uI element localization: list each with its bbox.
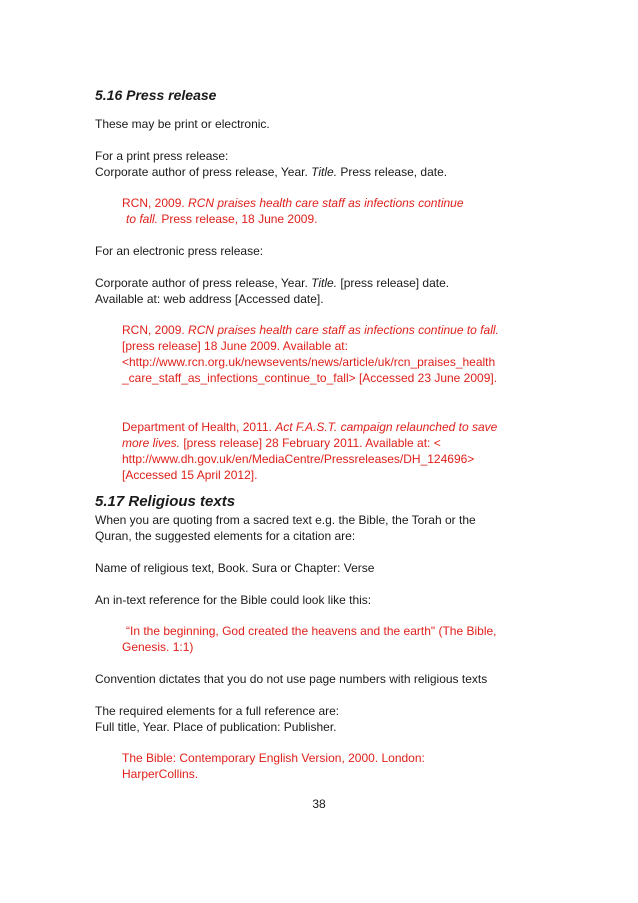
doh-example: Department of Health, 2011. Act F.A.S.T. campaign relaunched to save more lives. [press release] 28 February 2011. Available at: < http://www.dh.gov.uk/en/MediaCentre/Pressreleases/DH_124696> [Accessed 15 April 2012]. [95, 419, 565, 483]
required-elements: The required elements for a full reference are: Full title, Year. Place of publication: Publisher. [95, 704, 340, 734]
electronic-example: RCN, 2009. RCN praises health care staff as infections continue to fall. [press release] 18 June 2009. Available at: <http://www.rcn.org.uk/newsevents/news/article/uk/rcn_praises_health _care_staff_as_infections_continue_to_fall> [Accessed 23 June 2009]. [95, 322, 565, 386]
electronic-format-line2: Available at: web address [Accessed date]. [95, 292, 324, 306]
rcn-link[interactable]: <http://www.rcn.org.uk/newsevents/news/article/uk/rcn_praises_health [122, 355, 496, 369]
electronic-label: For an electronic press release: [95, 244, 264, 258]
print-example: RCN, 2009. RCN praises health care staff as infections continue to fall. Press release, 18 June 2009. [122, 196, 464, 226]
print-format: Corporate author of press release, Year. Title. Press release, date. [95, 165, 448, 179]
heading-press-release: 5.16 Press release [95, 87, 217, 103]
religious-format: Name of religious text, Book. Sura or Chapter: Verse [95, 561, 375, 575]
doh-link[interactable]: http://www.dh.gov.uk/en/MediaCentre/Pressreleases/DH_124696> [122, 452, 475, 466]
bible-quote: “In the beginning, God created the heavens and the earth" (The Bible, Genesis. 1:1) [122, 624, 497, 654]
convention-note: Convention dictates that you do not use page numbers with religious texts [95, 672, 488, 686]
press-intro: These may be print or electronic. [95, 117, 270, 131]
heading-religious-texts: 5.17 Religious texts [95, 493, 236, 510]
bible-reference-example: The Bible: Contemporary English Version, 2000. London: HarperCollins. [122, 751, 425, 781]
page-content [95, 86, 565, 782]
religious-intro: When you are quoting from a sacred text e.g. the Bible, the Torah or the Quran, the suggested elements for a citation are: [95, 513, 476, 543]
print-label: For a print press release: [95, 149, 229, 163]
intext-label: An in-text reference for the Bible could look like this: [95, 593, 372, 607]
page-number: 38 [312, 797, 326, 811]
electronic-format: Corporate author of press release, Year. Title. [press release] date. [95, 276, 450, 290]
